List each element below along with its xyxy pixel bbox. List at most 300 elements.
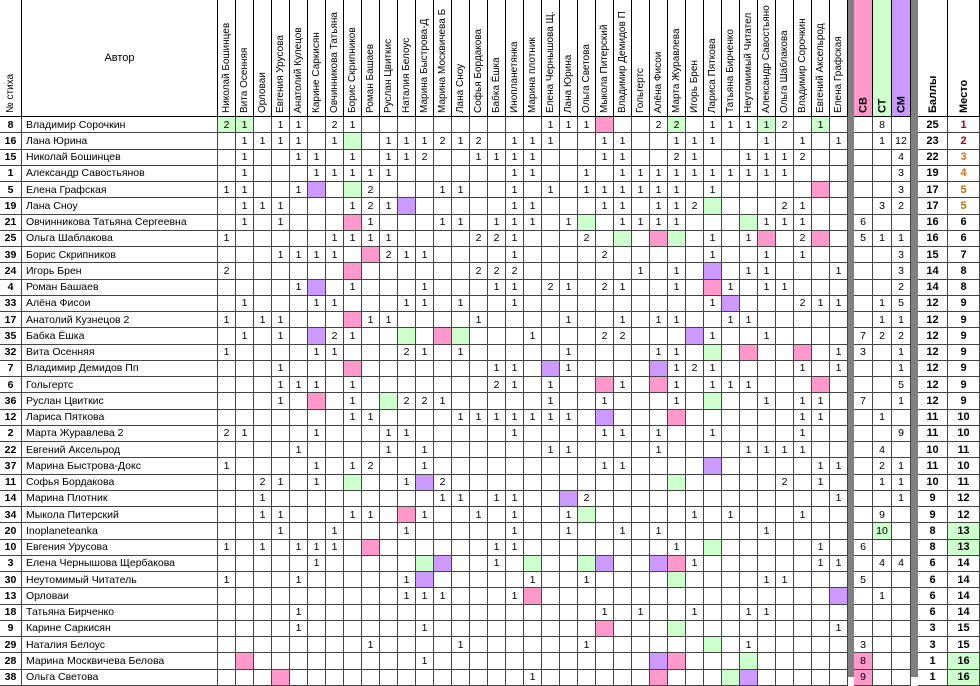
row-author: Гольгертс — [22, 377, 218, 393]
vote-cell: 1 — [542, 133, 560, 149]
vote-cell — [686, 458, 704, 474]
vote-cell — [506, 442, 524, 458]
header-voter-2-label: Орловаи — [257, 72, 268, 113]
vote-cell — [812, 133, 830, 149]
vote-cell — [686, 540, 704, 556]
vote-cell — [686, 296, 704, 312]
vote-cell — [398, 653, 416, 669]
vote-cell — [758, 458, 776, 474]
vote-cell — [560, 670, 578, 686]
vote-cell — [578, 540, 596, 556]
header-voter-24-label: Алёна Фисои — [653, 51, 664, 113]
vote-cell — [236, 393, 254, 409]
vote-cell: 1 — [740, 117, 758, 133]
vote-cell — [632, 540, 650, 556]
vote-cell: 1 — [560, 312, 578, 328]
vote-cell — [254, 247, 272, 263]
vote-cell — [704, 491, 722, 507]
vote-cell — [542, 605, 560, 621]
vote-cell: 1 — [290, 247, 308, 263]
vote-cell — [254, 215, 272, 231]
special-cell — [873, 263, 892, 279]
vote-cell — [776, 670, 794, 686]
vote-cell: 2 — [488, 377, 506, 393]
vote-cell — [326, 377, 344, 393]
vote-cell — [344, 442, 362, 458]
row-place: 13 — [948, 540, 980, 556]
header-score — [918, 0, 948, 117]
vote-cell: 1 — [416, 247, 434, 263]
vote-cell — [326, 215, 344, 231]
vote-cell: 1 — [416, 507, 434, 523]
vote-cell: 1 — [812, 393, 830, 409]
vote-cell — [344, 312, 362, 328]
vote-cell: 2 — [506, 263, 524, 279]
vote-cell — [434, 198, 452, 214]
vote-cell — [470, 523, 488, 539]
vote-cell — [704, 556, 722, 572]
header-voter-19 — [560, 0, 578, 117]
row-author: Владимир Демидов Пп — [22, 361, 218, 377]
vote-cell — [722, 458, 740, 474]
row-score: 6 — [918, 572, 948, 588]
vote-cell: 1 — [596, 458, 614, 474]
vote-cell — [686, 345, 704, 361]
header-voter-4 — [290, 0, 308, 117]
vote-cell — [362, 670, 380, 686]
vote-cell — [434, 556, 452, 572]
row-place: 8 — [948, 263, 980, 279]
vote-cell — [218, 475, 236, 491]
vote-cell — [380, 523, 398, 539]
vote-cell — [812, 442, 830, 458]
vote-cell: 1 — [272, 312, 290, 328]
vote-cell — [812, 150, 830, 166]
vote-cell — [596, 361, 614, 377]
vote-cell — [308, 231, 326, 247]
vote-cell: 1 — [794, 215, 812, 231]
vote-cell — [596, 540, 614, 556]
vote-cell: 1 — [236, 198, 254, 214]
vote-cell — [776, 588, 794, 604]
vote-cell — [344, 670, 362, 686]
vote-cell — [380, 540, 398, 556]
vote-cell — [254, 377, 272, 393]
special-cell: 9 — [892, 426, 911, 442]
vote-cell — [434, 361, 452, 377]
row-score: 1 — [918, 670, 948, 686]
vote-cell — [578, 458, 596, 474]
row-place: 9 — [948, 393, 980, 409]
vote-cell — [452, 653, 470, 669]
vote-cell — [758, 670, 776, 686]
vote-cell — [794, 653, 812, 669]
header-voter-5 — [308, 0, 326, 117]
vote-cell — [578, 507, 596, 523]
row-score: 14 — [918, 263, 948, 279]
vote-cell — [812, 572, 830, 588]
vote-cell — [542, 670, 560, 686]
special-cell — [873, 540, 892, 556]
vote-cell — [596, 215, 614, 231]
vote-cell — [236, 556, 254, 572]
vote-cell — [632, 491, 650, 507]
vote-cell — [614, 540, 632, 556]
vote-cell: 1 — [398, 475, 416, 491]
vote-cell: 1 — [290, 605, 308, 621]
vote-cell: 1 — [668, 133, 686, 149]
vote-cell — [308, 670, 326, 686]
vote-cell — [308, 442, 326, 458]
vote-cell — [830, 540, 848, 556]
vote-cell — [344, 653, 362, 669]
vote-cell: 2 — [668, 150, 686, 166]
vote-cell — [686, 328, 704, 344]
vote-cell — [488, 523, 506, 539]
vote-cell — [686, 247, 704, 263]
special-cell — [854, 182, 873, 198]
vote-cell — [578, 150, 596, 166]
row-number: 17 — [0, 312, 22, 328]
vote-cell — [308, 621, 326, 637]
row-number: 29 — [0, 637, 22, 653]
vote-cell — [686, 523, 704, 539]
header-voter-22 — [614, 0, 632, 117]
special-cell: 2 — [892, 280, 911, 296]
vote-cell — [470, 247, 488, 263]
vote-cell — [434, 507, 452, 523]
vote-cell — [578, 605, 596, 621]
row-score: 19 — [918, 166, 948, 182]
vote-cell — [614, 442, 632, 458]
vote-cell — [470, 426, 488, 442]
vote-cell — [362, 377, 380, 393]
vote-cell — [524, 523, 542, 539]
vote-cell: 1 — [380, 312, 398, 328]
vote-cell — [236, 361, 254, 377]
vote-cell — [218, 621, 236, 637]
vote-cell — [776, 231, 794, 247]
vote-cell — [740, 621, 758, 637]
special-cell: 6 — [854, 540, 873, 556]
vote-cell: 1 — [758, 328, 776, 344]
vote-cell — [794, 637, 812, 653]
row-author: Ольга Шаблакова — [22, 231, 218, 247]
header-voter-1 — [236, 0, 254, 117]
vote-cell — [452, 540, 470, 556]
vote-cell — [704, 523, 722, 539]
special-cell — [873, 621, 892, 637]
vote-cell — [632, 507, 650, 523]
vote-cell — [344, 263, 362, 279]
vote-cell — [470, 458, 488, 474]
vote-cell — [686, 312, 704, 328]
vote-cell — [812, 312, 830, 328]
vote-cell: 1 — [560, 117, 578, 133]
vote-cell — [416, 361, 434, 377]
vote-cell — [326, 475, 344, 491]
vote-cell: 1 — [704, 328, 722, 344]
vote-cell: 1 — [542, 377, 560, 393]
vote-cell: 1 — [506, 231, 524, 247]
vote-cell — [830, 182, 848, 198]
vote-cell: 1 — [272, 361, 290, 377]
vote-cell: 1 — [344, 280, 362, 296]
row-score: 12 — [918, 312, 948, 328]
header-voter-6-label: Овчинникова Татьяна — [329, 12, 340, 113]
special-cell — [873, 491, 892, 507]
vote-cell — [398, 166, 416, 182]
vote-cell — [542, 523, 560, 539]
vote-cell — [434, 523, 452, 539]
vote-cell — [416, 556, 434, 572]
vote-cell — [578, 215, 596, 231]
vote-cell: 1 — [398, 426, 416, 442]
vote-cell — [380, 491, 398, 507]
vote-cell — [434, 280, 452, 296]
row-place: 6 — [948, 231, 980, 247]
vote-cell: 1 — [740, 377, 758, 393]
special-cell: 2 — [873, 328, 892, 344]
vote-cell: 1 — [254, 507, 272, 523]
vote-cell — [812, 491, 830, 507]
row-number: 7 — [0, 361, 22, 377]
vote-cell: 1 — [290, 133, 308, 149]
vote-cell — [704, 312, 722, 328]
vote-cell — [776, 296, 794, 312]
vote-cell — [506, 621, 524, 637]
vote-cell — [560, 296, 578, 312]
vote-cell — [812, 166, 830, 182]
vote-cell: 1 — [506, 182, 524, 198]
vote-cell: 1 — [398, 523, 416, 539]
vote-cell — [380, 458, 398, 474]
vote-cell: 1 — [722, 117, 740, 133]
special-cell — [854, 361, 873, 377]
vote-cell — [830, 328, 848, 344]
vote-cell — [434, 605, 452, 621]
vote-cell — [740, 393, 758, 409]
vote-cell: 1 — [758, 150, 776, 166]
header-voter-33-label: Евгений Аксельрод — [815, 23, 826, 113]
vote-cell: 1 — [308, 475, 326, 491]
vote-cell: 1 — [452, 491, 470, 507]
vote-cell — [290, 166, 308, 182]
vote-cell — [272, 280, 290, 296]
vote-cell — [290, 507, 308, 523]
vote-cell — [362, 328, 380, 344]
special-cell — [854, 166, 873, 182]
vote-cell — [812, 231, 830, 247]
vote-cell — [704, 215, 722, 231]
vote-cell — [794, 377, 812, 393]
vote-cell — [776, 523, 794, 539]
vote-cell — [758, 231, 776, 247]
row-number: 33 — [0, 296, 22, 312]
vote-cell: 1 — [452, 296, 470, 312]
vote-cell — [506, 572, 524, 588]
vote-cell — [650, 133, 668, 149]
vote-cell — [488, 653, 506, 669]
vote-cell — [596, 491, 614, 507]
row-author: Александр Савостьянов — [22, 166, 218, 182]
header-voter-27 — [704, 0, 722, 117]
vote-cell — [506, 556, 524, 572]
vote-cell: 1 — [254, 312, 272, 328]
vote-cell — [776, 377, 794, 393]
vote-cell — [722, 231, 740, 247]
vote-cell — [452, 117, 470, 133]
vote-cell — [794, 166, 812, 182]
special-cell — [892, 572, 911, 588]
vote-cell: 1 — [398, 247, 416, 263]
vote-cell — [326, 280, 344, 296]
vote-cell: 2 — [686, 198, 704, 214]
vote-cell: 2 — [794, 296, 812, 312]
vote-cell: 1 — [344, 166, 362, 182]
vote-cell: 1 — [254, 491, 272, 507]
vote-cell: 1 — [236, 296, 254, 312]
vote-cell — [596, 117, 614, 133]
vote-cell — [470, 621, 488, 637]
vote-cell — [416, 523, 434, 539]
vote-cell — [740, 475, 758, 491]
vote-cell — [434, 670, 452, 686]
vote-cell: 1 — [362, 410, 380, 426]
vote-cell — [452, 523, 470, 539]
vote-cell: 1 — [740, 231, 758, 247]
vote-cell — [344, 475, 362, 491]
vote-cell — [326, 312, 344, 328]
vote-cell: 1 — [254, 133, 272, 149]
vote-cell — [794, 572, 812, 588]
row-place: 15 — [948, 621, 980, 637]
vote-cell — [812, 621, 830, 637]
vote-cell — [290, 263, 308, 279]
vote-cell — [722, 653, 740, 669]
vote-cell — [488, 637, 506, 653]
vote-cell: 1 — [704, 296, 722, 312]
vote-cell — [488, 393, 506, 409]
header-voter-26-label: Игорь Брен — [689, 60, 700, 113]
vote-cell — [722, 540, 740, 556]
vote-cell — [524, 426, 542, 442]
vote-cell — [380, 361, 398, 377]
vote-cell — [524, 231, 542, 247]
vote-cell — [272, 491, 290, 507]
vote-cell — [650, 410, 668, 426]
vote-cell — [272, 670, 290, 686]
vote-cell: 1 — [812, 296, 830, 312]
vote-cell: 2 — [488, 263, 506, 279]
vote-cell: 2 — [776, 198, 794, 214]
vote-cell: 1 — [758, 605, 776, 621]
vote-cell — [344, 345, 362, 361]
vote-cell: 1 — [812, 540, 830, 556]
special-cell — [892, 410, 911, 426]
vote-cell — [758, 507, 776, 523]
vote-cell — [542, 637, 560, 653]
header-voter-9 — [380, 0, 398, 117]
vote-cell — [398, 491, 416, 507]
vote-cell — [488, 475, 506, 491]
row-score: 12 — [918, 345, 948, 361]
vote-cell — [704, 605, 722, 621]
vote-cell: 1 — [614, 133, 632, 149]
vote-cell — [560, 426, 578, 442]
vote-cell: 1 — [326, 166, 344, 182]
vote-cell — [470, 166, 488, 182]
vote-cell — [524, 507, 542, 523]
vote-cell — [776, 247, 794, 263]
special-cell: 1 — [892, 345, 911, 361]
vote-cell — [722, 588, 740, 604]
vote-cell: 1 — [326, 231, 344, 247]
vote-cell — [614, 410, 632, 426]
vote-cell — [398, 377, 416, 393]
row-number: 37 — [0, 458, 22, 474]
vote-cell — [434, 637, 452, 653]
row-author: Лана Юрина — [22, 133, 218, 149]
vote-cell — [362, 247, 380, 263]
vote-cell — [380, 588, 398, 604]
row-place: 9 — [948, 345, 980, 361]
special-cell — [892, 523, 911, 539]
vote-cell — [596, 410, 614, 426]
special-cell: 2 — [873, 458, 892, 474]
vote-cell — [704, 653, 722, 669]
row-place: 1 — [948, 117, 980, 133]
vote-cell — [560, 458, 578, 474]
vote-cell — [272, 572, 290, 588]
vote-cell — [380, 475, 398, 491]
special-cell: 12 — [892, 133, 911, 149]
vote-cell — [596, 556, 614, 572]
vote-cell: 1 — [704, 166, 722, 182]
row-number: 32 — [0, 345, 22, 361]
header-voter-29 — [740, 0, 758, 117]
vote-cell: 2 — [776, 475, 794, 491]
vote-cell: 1 — [524, 150, 542, 166]
vote-cell — [452, 231, 470, 247]
row-place: 2 — [948, 133, 980, 149]
vote-cell — [812, 328, 830, 344]
vote-cell — [632, 442, 650, 458]
vote-cell — [524, 621, 542, 637]
vote-cell — [308, 328, 326, 344]
vote-cell — [650, 475, 668, 491]
vote-cell — [704, 393, 722, 409]
vote-cell — [794, 458, 812, 474]
vote-cell — [308, 588, 326, 604]
vote-cell — [290, 670, 308, 686]
row-number: 38 — [0, 670, 22, 686]
special-cell: 1 — [892, 458, 911, 474]
special-cell — [873, 247, 892, 263]
vote-cell: 1 — [308, 458, 326, 474]
vote-cell — [506, 393, 524, 409]
header-voter-8 — [362, 0, 380, 117]
vote-cell — [416, 312, 434, 328]
special-cell — [873, 572, 892, 588]
vote-cell — [686, 231, 704, 247]
vote-cell: 1 — [560, 361, 578, 377]
vote-cell — [830, 670, 848, 686]
row-author: Лана Сноу — [22, 198, 218, 214]
vote-cell — [740, 426, 758, 442]
vote-cell — [740, 361, 758, 377]
vote-cell — [452, 621, 470, 637]
